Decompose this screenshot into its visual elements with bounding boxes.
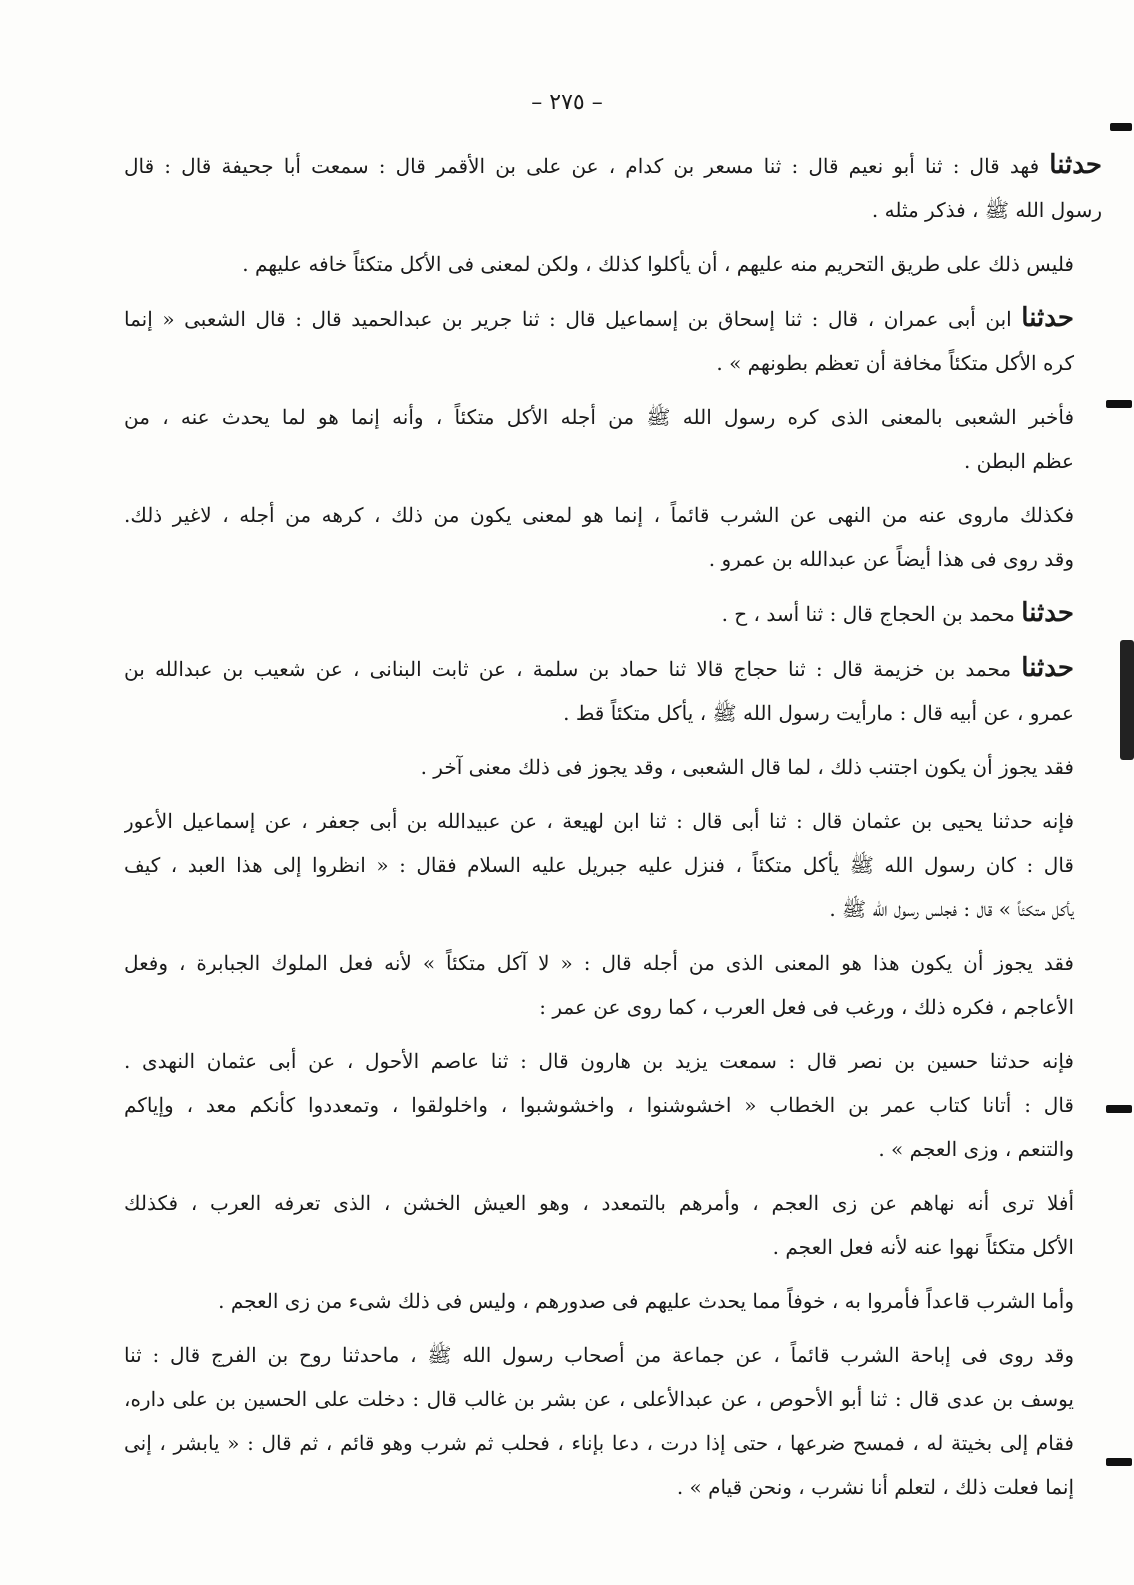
line-text: عمرو ، عن أبيه قال : مارأيت رسول الله ﷺ ، يأكل متكئاً قط . (563, 701, 1074, 725)
margin-smudge (1120, 640, 1134, 760)
text-line (124, 799, 1102, 843)
line-text: قال : كان رسول الله ﷺ يأكل متكئاً ، فنزل عليه جبريل عليه السلام فقال : « انظروا إلى هذا العبد ، كيف (124, 853, 1074, 877)
line-text: الأعاجم ، فكره ذلك ، ورغب فى فعل العرب ، كما روى عن عمر : (539, 995, 1074, 1019)
line-text: وأما الشرب قاعداً فأمروا به ، خوفاً مما يحدث عليهم فى صدورهم ، وليس فى ذلك شىء من زى العجم . (218, 1289, 1074, 1313)
line-text: يوسف بن عدى قال : ثنا أبو الأحوص ، عن عبدالأعلى ، عن بشر بن غالب قال : دخلت على الحسين بن على داره، (124, 1387, 1074, 1411)
line-text: عظم البطن . (963, 449, 1074, 473)
text-line (124, 1083, 1102, 1127)
line-text: إنما فعلت ذلك ، لتعلم أنا نشرب ، ونحن قيام » . (676, 1475, 1074, 1499)
page-body (124, 143, 1102, 1519)
paragraph (124, 799, 1102, 931)
line-text: الأكل متكئاً نهوا عنه لأنه فعل العجم . (772, 1235, 1074, 1259)
text-line (124, 1127, 1102, 1171)
text-line (124, 188, 1102, 232)
text-line (124, 1279, 1102, 1323)
paragraph (124, 1039, 1102, 1171)
paragraph (124, 143, 1102, 232)
haddathana-heading: حدثنا (1021, 598, 1074, 628)
margin-mark (1106, 400, 1132, 408)
line-text: رسول الله ﷺ ، فذكر مثله . (871, 198, 1102, 222)
haddathana-heading: حدثنا (1021, 653, 1074, 683)
line-text: فقام إلى بخيتة له ، فمسح ضرعها ، حتى إذا درت ، دعا بإناء ، فحلب ثم شرب وهو قائم ، ثم قال : « يابشر ، إنى (124, 1431, 1074, 1455)
line-text: والتنعم ، وزى العجم » . (878, 1137, 1074, 1161)
haddathana-heading: حدثنا (1021, 303, 1074, 333)
line-text: أفلا ترى أنه نهاهم عن زى العجم ، وأمرهم بالتمعدد ، وهو العيش الخشن ، الذى تعرفه العرب ، فكذلك (124, 1191, 1074, 1215)
line-text: فكذلك ماروى عنه من النهى عن الشرب قائماً ، إنما هو لمعنى يكون من ذلك ، كرهه من أجله ، لاغير ذلك. (124, 503, 1074, 527)
text-line (124, 1333, 1102, 1377)
text-line (124, 296, 1102, 341)
paragraph (124, 646, 1102, 735)
text-line (124, 1039, 1102, 1083)
text-line (124, 439, 1102, 483)
line-text: قال : أتانا كتاب عمر بن الخطاب « اخشوشنوا ، واخشوشبوا ، واخلولقوا ، وتمعددوا كأنكم معد ، وإياكم (124, 1093, 1074, 1117)
paragraph (124, 395, 1102, 483)
text-line (124, 985, 1102, 1029)
text-line (124, 1377, 1102, 1421)
line-text: فأخبر الشعبى بالمعنى الذى كره رسول الله ﷺ من أجله الأكل متكئاً ، وأنه إنما هو لما يحدث عنه ، من (124, 405, 1074, 429)
line-text: فهد قال : ثنا أبو نعيم قال : ثنا مسعر بن كدام ، عن على بن الأقمر قال : سمعت أبا جحيفة قال : قال (124, 154, 1050, 178)
margin-mark (1106, 1458, 1132, 1466)
text-line (124, 537, 1102, 581)
line-text: فليس ذلك على طريق التحريم منه عليهم ، أن يأكلوا كذلك ، ولكن لمعنى فى الأكل متكئاً خافه عليهم . (242, 252, 1074, 276)
line-text: وقد روى فى هذا أيضاً عن عبدالله بن عمرو . (708, 547, 1074, 571)
page-number: – ٢٧٥ – (531, 90, 603, 115)
text-line (124, 1181, 1102, 1225)
paragraph (124, 1333, 1102, 1509)
margin-mark (1106, 1105, 1132, 1113)
line-text: فإنه حدثنا حسين بن نصر قال : سمعت يزيد بن هارون قال : ثنا عاصم الأحول ، عن أبى عثمان النهدى . (124, 1049, 1074, 1073)
text-line (124, 1225, 1102, 1269)
line-text: محمد بن الحجاج قال : ثنا أسد ، ح . (721, 602, 1022, 626)
paragraph (124, 1279, 1102, 1323)
paragraph (124, 745, 1102, 789)
line-text: محمد بن خزيمة قال : ثنا حجاج قالا ثنا حماد بن سلمة ، عن ثابت البنانى ، عن شعيب بن عبدالله بن (124, 657, 1022, 681)
paragraph (124, 493, 1102, 581)
line-text: ابن أبى عمران ، قال : ثنا إسحاق بن إسماعيل قال : ثنا جرير بن عبدالحميد قال : قال الشعبى « إنما (124, 307, 1022, 331)
text-line (124, 691, 1102, 735)
line-text: وقد روى فى إباحة الشرب قائماً ، عن جماعة من أصحاب رسول الله ﷺ ، ماحدثنا روح بن الفرج قال : ثنا (124, 1343, 1074, 1367)
text-line (124, 1421, 1102, 1465)
text-line (124, 646, 1102, 691)
paragraph (124, 296, 1102, 385)
text-line (124, 341, 1102, 385)
text-line (124, 395, 1102, 439)
margin-mark (1110, 123, 1132, 131)
line-text: يأكل متكئاً » قال : فجلس رسول الله ﷺ . (829, 897, 1074, 921)
haddathana-heading: حدثنا (1049, 150, 1102, 180)
text-line (124, 143, 1102, 188)
text-line (124, 887, 1102, 931)
line-text: كره الأكل متكئاً مخافة أن تعظم بطونهم » . (716, 351, 1074, 375)
text-line (124, 745, 1102, 789)
text-line (124, 941, 1102, 985)
paragraph (124, 591, 1102, 636)
text-line (124, 591, 1102, 636)
paragraph (124, 941, 1102, 1029)
text-line (124, 843, 1102, 887)
line-text: فإنه حدثنا يحيى بن عثمان قال : ثنا أبى قال : ثنا ابن لهيعة ، عن عبيدالله بن أبى جعفر ، عن إسماعيل الأعور (124, 809, 1075, 833)
paragraph (124, 1181, 1102, 1269)
paragraph (124, 242, 1102, 286)
line-text: فقد يجوز أن يكون هذا هو المعنى الذى من أجله قال : « لا آكل متكئاً » لأنه فعل الملوك الجبابرة ، وفعل (124, 951, 1074, 975)
text-line (124, 1465, 1102, 1509)
text-line (124, 493, 1102, 537)
text-line (124, 242, 1102, 286)
line-text: فقد يجوز أن يكون اجتنب ذلك ، لما قال الشعبى ، وقد يجوز فى ذلك معنى آخر . (420, 755, 1074, 779)
